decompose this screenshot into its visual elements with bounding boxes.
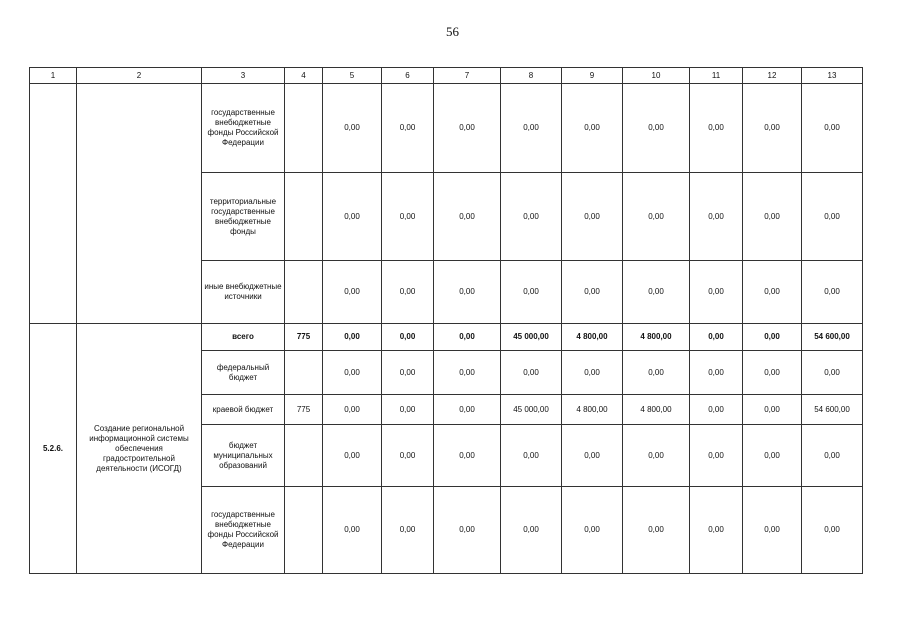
value-cell: 0,00 bbox=[623, 425, 690, 487]
value-cell: 0,00 bbox=[323, 395, 382, 425]
value-cell: 0,00 bbox=[743, 425, 802, 487]
budget-table bbox=[29, 67, 863, 574]
header-cell: 1 bbox=[30, 68, 77, 84]
value-cell: 0,00 bbox=[434, 84, 501, 173]
value-cell: 0,00 bbox=[323, 84, 382, 173]
page-number: 56 bbox=[446, 24, 459, 39]
value-cell: 0,00 bbox=[690, 487, 743, 574]
value-cell: 0,00 bbox=[743, 395, 802, 425]
value-cell: 0,00 bbox=[802, 351, 863, 395]
value-cell: 4 800,00 bbox=[562, 324, 623, 351]
value-cell: 0,00 bbox=[501, 425, 562, 487]
kbk-cell bbox=[285, 261, 323, 324]
value-cell: 0,00 bbox=[562, 173, 623, 261]
value-cell: 0,00 bbox=[501, 173, 562, 261]
value-cell: 0,00 bbox=[743, 173, 802, 261]
value-cell: 0,00 bbox=[623, 487, 690, 574]
value-cell: 0,00 bbox=[562, 487, 623, 574]
value-cell: 0,00 bbox=[382, 261, 434, 324]
source-cell: всего bbox=[202, 324, 285, 351]
value-cell: 4 800,00 bbox=[562, 395, 623, 425]
header-cell: 6 bbox=[382, 68, 434, 84]
table-row bbox=[30, 84, 863, 173]
value-cell: 45 000,00 bbox=[501, 324, 562, 351]
header-cell: 5 bbox=[323, 68, 382, 84]
value-cell: 0,00 bbox=[323, 324, 382, 351]
kbk-cell: 775 bbox=[285, 324, 323, 351]
item-name: Создание региональной информационной системы обеспечения градостроительной деятельности (ИСОГД) bbox=[77, 324, 202, 574]
value-cell: 0,00 bbox=[690, 324, 743, 351]
value-cell: 0,00 bbox=[501, 261, 562, 324]
kbk-cell bbox=[285, 351, 323, 395]
kbk-cell: 775 bbox=[285, 395, 323, 425]
table-row bbox=[30, 324, 863, 351]
source-cell: краевой бюджет bbox=[202, 395, 285, 425]
value-cell: 0,00 bbox=[382, 84, 434, 173]
source-cell: иные внебюджетные источники bbox=[202, 261, 285, 324]
header-cell: 8 bbox=[501, 68, 562, 84]
value-cell: 0,00 bbox=[501, 351, 562, 395]
value-cell: 54 600,00 bbox=[802, 395, 863, 425]
kbk-cell bbox=[285, 173, 323, 261]
value-cell: 0,00 bbox=[802, 487, 863, 574]
item-code bbox=[30, 84, 77, 324]
value-cell: 0,00 bbox=[434, 351, 501, 395]
item-code: 5.2.6. bbox=[30, 324, 77, 574]
value-cell: 0,00 bbox=[434, 173, 501, 261]
kbk-cell bbox=[285, 425, 323, 487]
value-cell: 0,00 bbox=[382, 395, 434, 425]
value-cell: 0,00 bbox=[323, 487, 382, 574]
value-cell: 0,00 bbox=[501, 84, 562, 173]
value-cell: 0,00 bbox=[501, 487, 562, 574]
value-cell: 0,00 bbox=[690, 84, 743, 173]
value-cell: 45 000,00 bbox=[501, 395, 562, 425]
value-cell: 0,00 bbox=[382, 487, 434, 574]
item-name bbox=[77, 84, 202, 324]
value-cell: 0,00 bbox=[743, 351, 802, 395]
value-cell: 0,00 bbox=[690, 261, 743, 324]
header-row bbox=[30, 68, 863, 84]
header-cell: 2 bbox=[77, 68, 202, 84]
value-cell: 0,00 bbox=[802, 261, 863, 324]
value-cell: 0,00 bbox=[690, 173, 743, 261]
header-cell: 12 bbox=[743, 68, 802, 84]
header-cell: 13 bbox=[802, 68, 863, 84]
value-cell: 0,00 bbox=[690, 395, 743, 425]
value-cell: 0,00 bbox=[323, 425, 382, 487]
value-cell: 0,00 bbox=[802, 173, 863, 261]
header-cell: 7 bbox=[434, 68, 501, 84]
value-cell: 4 800,00 bbox=[623, 324, 690, 351]
kbk-cell bbox=[285, 84, 323, 173]
value-cell: 0,00 bbox=[690, 425, 743, 487]
value-cell: 0,00 bbox=[434, 395, 501, 425]
value-cell: 0,00 bbox=[323, 351, 382, 395]
header-cell: 11 bbox=[690, 68, 743, 84]
value-cell: 0,00 bbox=[802, 84, 863, 173]
value-cell: 0,00 bbox=[382, 351, 434, 395]
value-cell: 0,00 bbox=[690, 351, 743, 395]
value-cell: 0,00 bbox=[743, 487, 802, 574]
header-cell: 10 bbox=[623, 68, 690, 84]
value-cell: 0,00 bbox=[434, 324, 501, 351]
kbk-cell bbox=[285, 487, 323, 574]
source-cell: государственные внебюджетные фонды Российской Федерации bbox=[202, 84, 285, 173]
value-cell: 0,00 bbox=[802, 425, 863, 487]
value-cell: 0,00 bbox=[434, 487, 501, 574]
source-cell: федеральный бюджет bbox=[202, 351, 285, 395]
header-cell: 4 bbox=[285, 68, 323, 84]
header-cell: 3 bbox=[202, 68, 285, 84]
value-cell: 0,00 bbox=[382, 324, 434, 351]
value-cell: 0,00 bbox=[743, 84, 802, 173]
source-cell: бюджет муниципальных образований bbox=[202, 425, 285, 487]
value-cell: 0,00 bbox=[623, 173, 690, 261]
value-cell: 4 800,00 bbox=[623, 395, 690, 425]
value-cell: 0,00 bbox=[382, 425, 434, 487]
value-cell: 0,00 bbox=[562, 261, 623, 324]
value-cell: 54 600,00 bbox=[802, 324, 863, 351]
source-cell: территориальные государственные внебюджетные фонды bbox=[202, 173, 285, 261]
value-cell: 0,00 bbox=[623, 351, 690, 395]
value-cell: 0,00 bbox=[323, 173, 382, 261]
header-cell: 9 bbox=[562, 68, 623, 84]
value-cell: 0,00 bbox=[623, 84, 690, 173]
source-cell: государственные внебюджетные фонды Российской Федерации bbox=[202, 487, 285, 574]
value-cell: 0,00 bbox=[623, 261, 690, 324]
value-cell: 0,00 bbox=[743, 324, 802, 351]
value-cell: 0,00 bbox=[382, 173, 434, 261]
value-cell: 0,00 bbox=[743, 261, 802, 324]
value-cell: 0,00 bbox=[434, 425, 501, 487]
value-cell: 0,00 bbox=[562, 84, 623, 173]
value-cell: 0,00 bbox=[562, 425, 623, 487]
value-cell: 0,00 bbox=[323, 261, 382, 324]
value-cell: 0,00 bbox=[562, 351, 623, 395]
value-cell: 0,00 bbox=[434, 261, 501, 324]
